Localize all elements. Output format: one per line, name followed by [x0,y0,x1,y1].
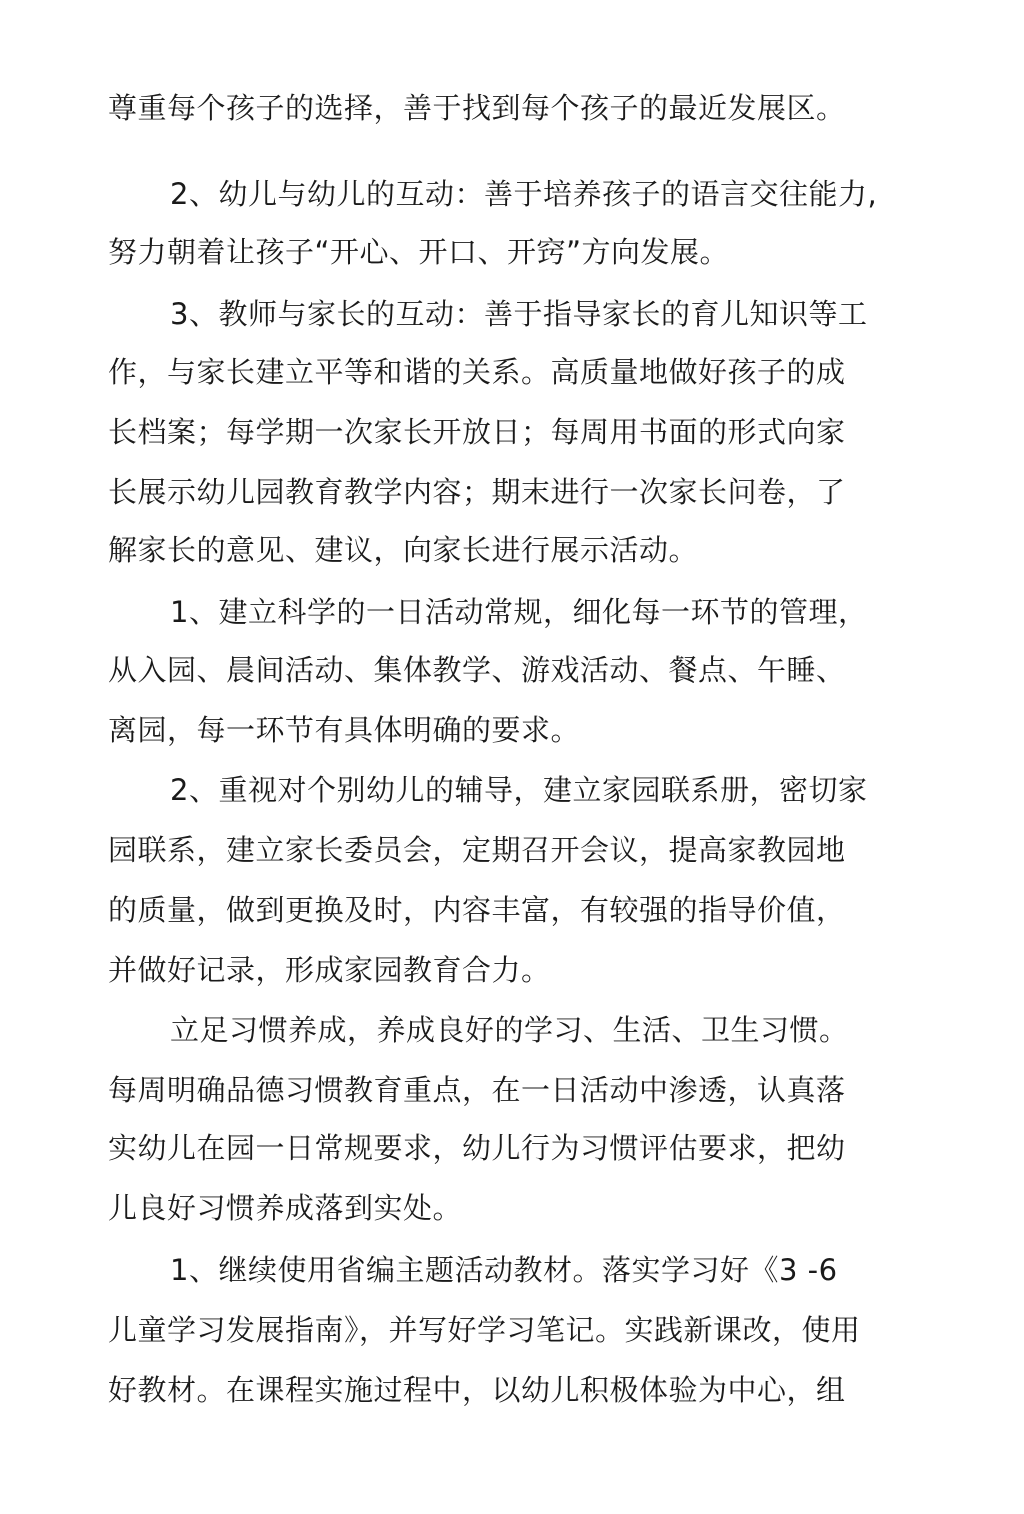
text-line: 实幼儿在园一日常规要求，幼儿行为习惯评估要求，把幼 [108,1131,846,1165]
text-line: 尊重每个孩子的选择，善于找到每个孩子的最近发展区。 [108,91,846,125]
text-line: 从入园、晨间活动、集体教学、游戏活动、餐点、午睡、 [108,653,846,687]
text-line: 好教材。在课程实施过程中，以幼儿积极体验为中心，组 [108,1373,846,1407]
text-line: 的质量，做到更换及时，内容丰富，有较强的指导价值， [108,893,846,927]
text-line: 儿良好习惯养成落到实处。 [108,1191,463,1225]
text-line: 长档案；每学期一次家长开放日；每周用书面的形式向家 [108,415,846,449]
text-line: 1、建立科学的一日活动常规，细化每一环节的管理， [170,595,868,629]
text-line: 立足习惯养成，养成良好的学习、生活、卫生习惯。 [170,1013,849,1047]
text-line: 并做好记录，形成家园教育合力。 [108,953,551,987]
text-line: 离园，每一环节有具体明确的要求。 [108,713,581,747]
text-line: 1、继续使用省编主题活动教材。落实学习好《3 -6 [170,1253,838,1287]
text-line: 每周明确品德习惯教育重点，在一日活动中渗透，认真落 [108,1073,846,1107]
text-line: 园联系，建立家长委员会，定期召开会议，提高家教园地 [108,833,846,867]
text-line: 解家长的意见、建议，向家长进行展示活动。 [108,533,699,567]
text-line: 2、重视对个别幼儿的辅导，建立家园联系册，密切家 [170,773,868,807]
text-line: 长展示幼儿园教育教学内容；期末进行一次家长问卷，了 [108,475,846,509]
text-line: 努力朝着让孩子“开心、开口、开窍”方向发展。 [108,235,730,269]
text-line: 3、教师与家长的互动：善于指导家长的育儿知识等工 [170,297,868,331]
text-line: 作，与家长建立平等和谐的关系。高质量地做好孩子的成 [108,355,846,389]
text-line: 2、幼儿与幼儿的互动：善于培养孩子的语言交往能力, [170,177,878,211]
text-line: 儿童学习发展指南》，并写好学习笔记。实践新课改，使用 [108,1313,861,1347]
